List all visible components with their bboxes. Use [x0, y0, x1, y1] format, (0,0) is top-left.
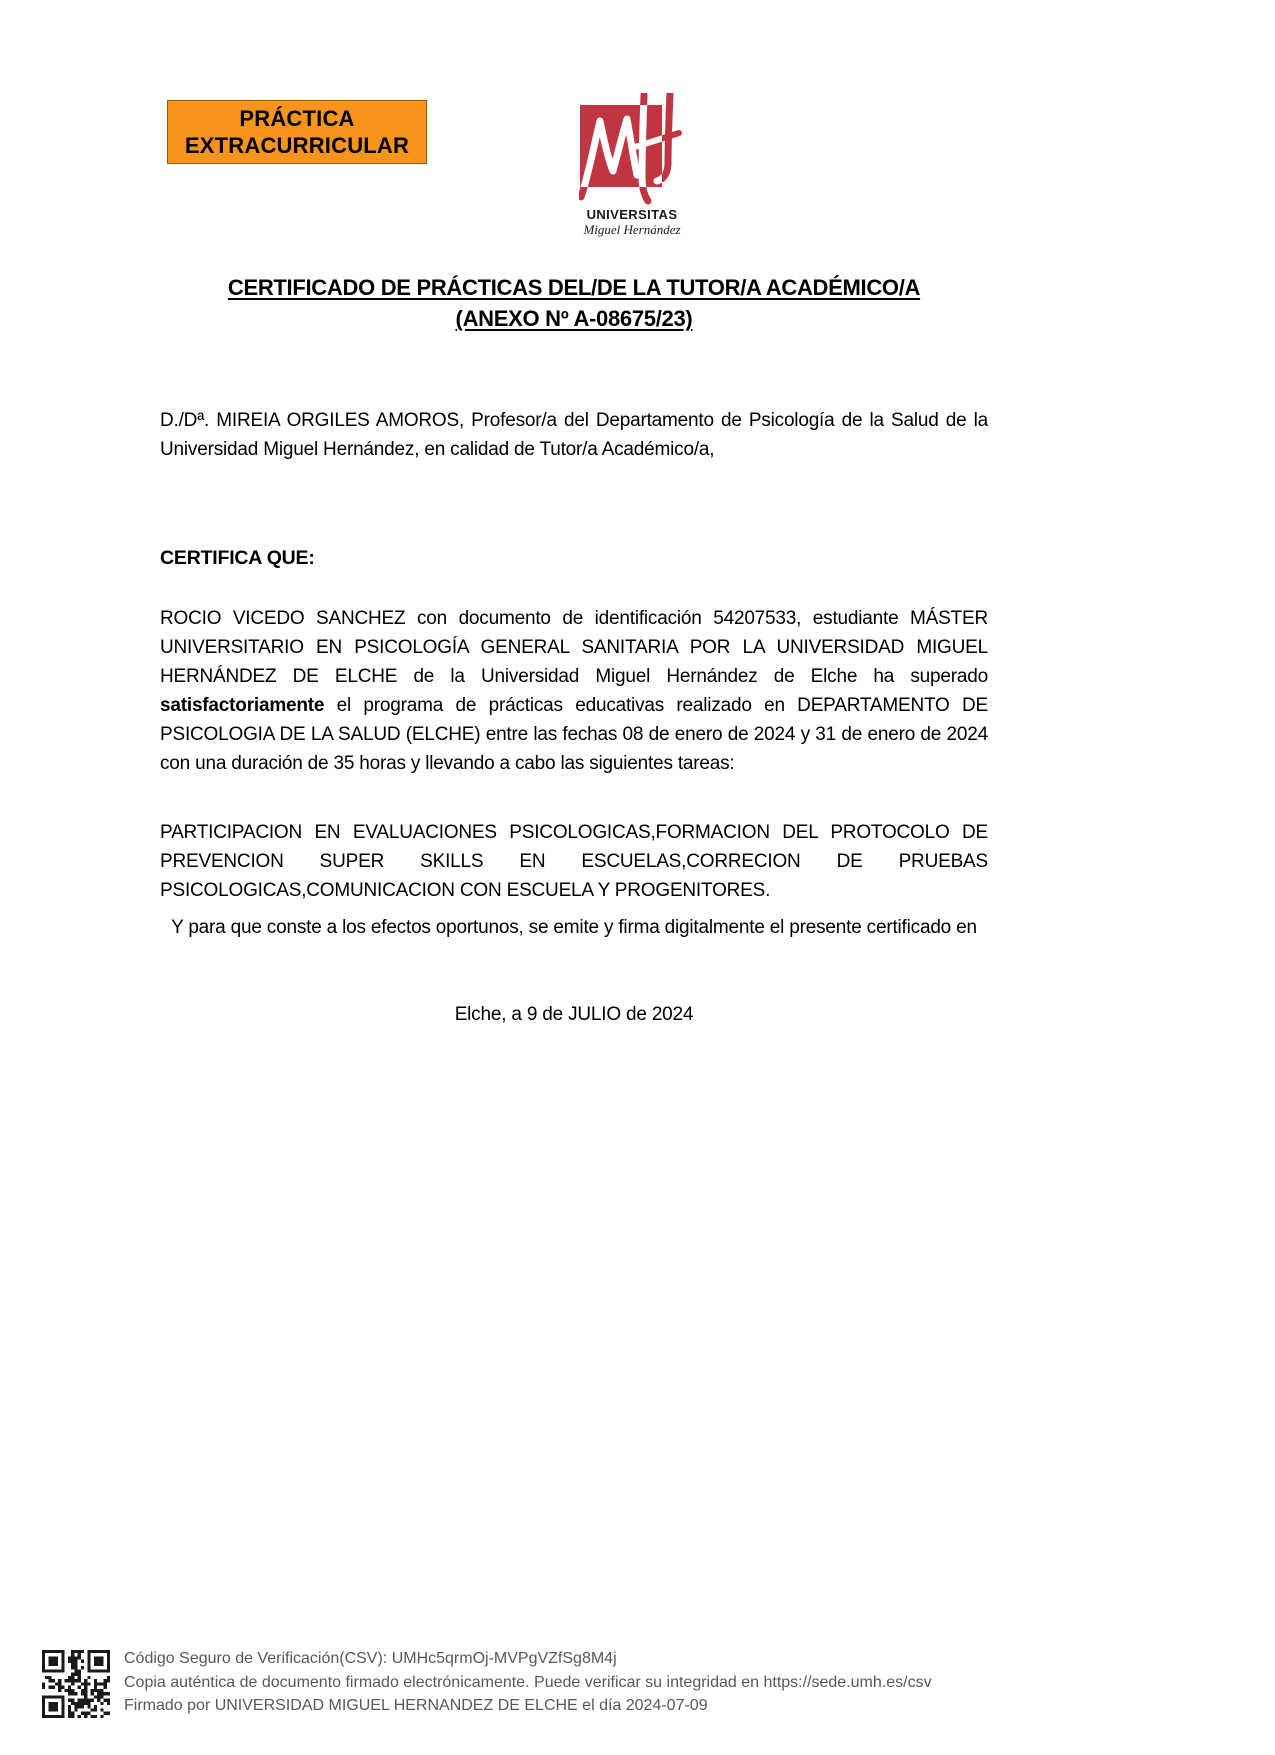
umh-logo: [578, 93, 686, 238]
footer-csv-line: Código Seguro de Verificación(CSV): UMHc5qrmOj-MVPgVZfSg8M4j: [124, 1650, 617, 1667]
badge-line-2: EXTRACURRICULAR: [184, 133, 410, 158]
footer-verification-block: [124, 1647, 1124, 1718]
certifica-heading: CERTIFICA QUE:: [160, 547, 315, 569]
umh-monogram-icon: [579, 93, 685, 205]
footer-copy-line: Copia auténtica de documento firmado electrónicamente. Puede verificar su integridad en https://sede.umh.es/csv: [124, 1673, 932, 1691]
badge-line-1: PRÁCTICA: [239, 106, 355, 131]
certification-text-before: ROCIO VICEDO SANCHEZ con documento de identificación 54207533, estudiante MÁSTER UNIVERSITARIO EN PSICOLOGÍA GENERAL SANITARIA POR LA UNIVERSIDAD MIGUEL HERNÁNDEZ DE ELCHE de la Universidad Miguel Hernández de Elche ha superado: [160, 608, 988, 687]
title-line-1: CERTIFICADO DE PRÁCTICAS DEL/DE LA TUTOR/A ACADÉMICO/A: [227, 275, 921, 300]
logo-universitas-text: UNIVERSITAS: [586, 207, 678, 222]
closing-statement: Y para que conste a los efectos oportunos, se emite y firma digitalmente el presente certificado en: [171, 917, 977, 938]
certification-paragraph: [160, 604, 988, 778]
tutor-intro-paragraph: D./Dª. MIREIA ORGILES AMOROS, Profesor/a del Departamento de Psicología de la Salud de la Universidad Miguel Hernández, en calidad de Tutor/a Académico/a,: [160, 410, 988, 460]
document-title: [160, 272, 988, 334]
tasks-paragraph: PARTICIPACION EN EVALUACIONES PSICOLOGICAS,FORMACION DEL PROTOCOLO DE PREVENCION SUPER SKILLS EN ESCUELAS,CORRECION DE PRUEBAS PSICOLOGICAS,COMUNICACION CON ESCUELA Y PROGENITORES.: [160, 822, 988, 901]
certification-bold-word: satisfactoriamente: [160, 695, 325, 716]
footer-signed-line: Firmado por UNIVERSIDAD MIGUEL HERNANDEZ DE ELCHE el día 2024-07-09: [124, 1697, 708, 1714]
logo-institution-name: Miguel Hernández: [583, 222, 681, 237]
practice-type-badge: [167, 100, 427, 164]
qr-code: [42, 1650, 110, 1718]
place-date-line: Elche, a 9 de JULIO de 2024: [454, 1004, 694, 1025]
certification-text-after: el programa de prácticas educativas realizado en DEPARTAMENTO DE PSICOLOGIA DE LA SALUD (ELCHE) entre las fechas 08 de enero de 2024 y 31 de enero de 2024 con una duración de 35 horas y llevando a cabo las siguientes tareas:: [160, 695, 988, 774]
title-line-2: (ANEXO Nº A-08675/23): [455, 306, 693, 331]
